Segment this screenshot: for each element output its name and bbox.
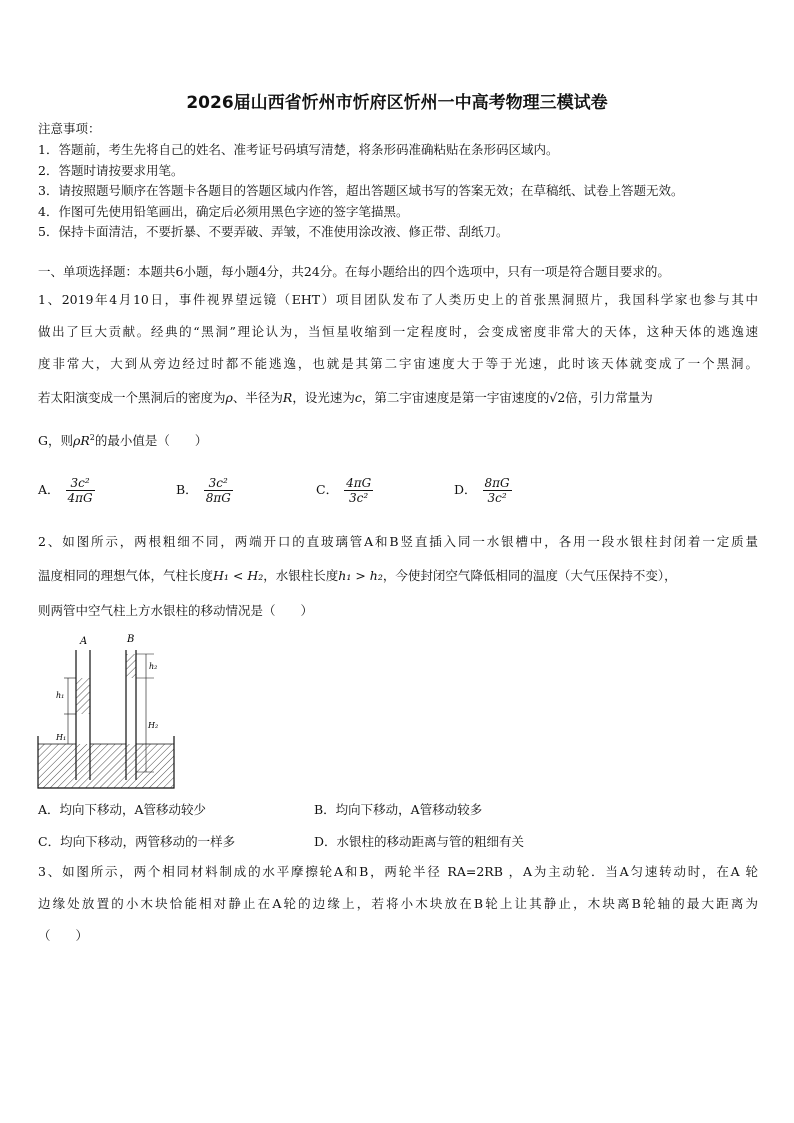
- radius-symbol: R: [282, 390, 293, 405]
- label-H2: H₂: [148, 721, 159, 730]
- tube-b-mercury-inside: [127, 744, 136, 780]
- notice-item: 2．答题时请按要求用笔。: [38, 163, 184, 178]
- q1-option-c[interactable]: [316, 476, 373, 505]
- q2-option-d[interactable]: D．水银柱的移动距离与管的粗细有关: [314, 834, 525, 849]
- q1-line: G，则$\rho R^2$的最小值是（ ）: [38, 433, 208, 449]
- label-h2: h₂: [149, 662, 158, 671]
- fraction-numerator: 4πG: [346, 476, 372, 490]
- fraction-numerator: 8πG: [484, 476, 510, 490]
- mercury-trough: [38, 744, 174, 788]
- q1-line: 1、2019年4月10日，事件视界望远镜（EHT）项目团队发布了人类历史上的首张黑洞照片，我国科学家也参与其中: [38, 292, 758, 307]
- label-b: B: [127, 634, 135, 645]
- notice-item: 1．答题前，考生先将自己的姓名、准考证号码填写清楚，将条形码准确粘贴在条形码区域内。: [38, 142, 559, 157]
- page-title: 2026届山西省忻州市忻府区忻州一中高考物理三模试卷: [186, 93, 608, 113]
- fraction-denominator: 4πG: [67, 491, 93, 505]
- mercury-length-relation: h₁ > h₂: [338, 568, 383, 583]
- label-h1: h₁: [56, 691, 65, 700]
- q2-option-b[interactable]: B．均向下移动，A管移动较多: [314, 802, 483, 817]
- q1-line: 度非常大，大到从旁边经过时都不能逃逸，也就是其第二宇宙速度大于等于光速，此时该天体就变成了一个黑洞。: [38, 356, 758, 371]
- text: 的最小值是（ ）: [94, 433, 208, 449]
- fraction-numerator: 3c²: [204, 476, 233, 491]
- q1-line: 做出了巨大贡献。经典的“黑洞”理论认为，当恒星收缩到一定程度时，会变成密度非常大的天体，这种天体的逃逸速: [38, 324, 758, 339]
- text: ，设光速为: [292, 390, 355, 405]
- fraction-denominator: 8πG: [205, 491, 231, 505]
- tube-a-mercury-column: [77, 678, 90, 714]
- q2-line: 2、如图所示，两根粗细不同，两端开口的直玻璃管A和B竖直插入同一水银槽中，各用一段水银柱封闭着一定质量: [38, 534, 758, 549]
- q1-option-b[interactable]: [176, 476, 233, 505]
- rho-symbol: ρ: [225, 390, 233, 405]
- q1-line: [38, 390, 758, 406]
- sqrt-two: √2: [549, 390, 566, 405]
- text: ，水银柱长度: [263, 568, 339, 583]
- text: 温度相同的理想气体，气柱长度: [38, 568, 214, 583]
- text: 倍，引力常量为: [565, 390, 653, 405]
- option-label: C．: [316, 482, 339, 497]
- text: 若太阳演变成一个黑洞后的密度为: [38, 390, 226, 405]
- q2-option-a[interactable]: A．均向下移动，A管移动较少: [38, 802, 207, 817]
- option-label: D．: [454, 482, 477, 497]
- option-label: B．: [176, 482, 198, 497]
- q3-line: （ ）: [38, 928, 89, 943]
- fraction-numerator: 3c²: [66, 476, 95, 491]
- q3-line: 边缘处放置的小木块恰能相对静止在A轮的边缘上，若将小木块放在B轮上让其静止，木块离B轮轴的最大距离为: [38, 896, 758, 911]
- notice-item: 3．请按照题号顺序在答题卡各题目的答题区域内作答，超出答题区域书写的答案无效；在草稿纸、试卷上答题无效。: [38, 183, 684, 198]
- notice-item: 5．保持卡面清洁，不要折暴、不要弄破、弄皱，不准使用涂改液、修正带、刮纸刀。: [38, 224, 509, 239]
- text: ，今使封闭空气降低相同的温度（大气压保持不变），: [382, 568, 677, 583]
- tube-b-mercury-column: [127, 654, 136, 678]
- label-H1: H₁: [56, 733, 67, 742]
- q3-line: 3、如图所示，两个相同材料制成的水平摩擦轮A和B，两轮半径 RA=2RB ，A为主动轮．当A匀速转动时，在A 轮: [38, 864, 758, 879]
- fraction-denominator: 3c²: [487, 491, 507, 505]
- q2-option-c[interactable]: C．均向下移动，两管移动的一样多: [38, 834, 236, 849]
- q1-option-a[interactable]: [38, 476, 95, 505]
- notice-heading: 注意事项：: [38, 121, 101, 136]
- rho-r-squared: ρR: [73, 433, 90, 449]
- text: G，则: [38, 433, 73, 449]
- tube-a-mercury-inside: [77, 744, 90, 780]
- tube-diagram: [36, 632, 176, 792]
- text: 、半径为: [232, 390, 283, 405]
- label-a: A: [80, 636, 88, 647]
- gas-length-relation: H₁ < H₂: [213, 568, 264, 583]
- q2-line: [38, 568, 758, 584]
- option-label: A．: [38, 482, 60, 497]
- text: ，第二宇宙速度是第一宇宙速度的: [361, 390, 550, 405]
- q2-line: 则两管中空气柱上方水银柱的移动情况是（ ）: [38, 603, 314, 618]
- fraction-denominator: 3c²: [349, 491, 369, 505]
- notice-item: 4．作图可先使用铅笔画出，确定后必须用黑色字迹的签字笔描黑。: [38, 204, 409, 219]
- light-speed-symbol: c: [354, 390, 362, 405]
- section-heading: 一、单项选择题：本题共6小题，每小题4分，共24分。在每小题给出的四个选项中，只有一项是符合题目要求的。: [38, 264, 670, 279]
- q1-option-d[interactable]: [454, 476, 512, 505]
